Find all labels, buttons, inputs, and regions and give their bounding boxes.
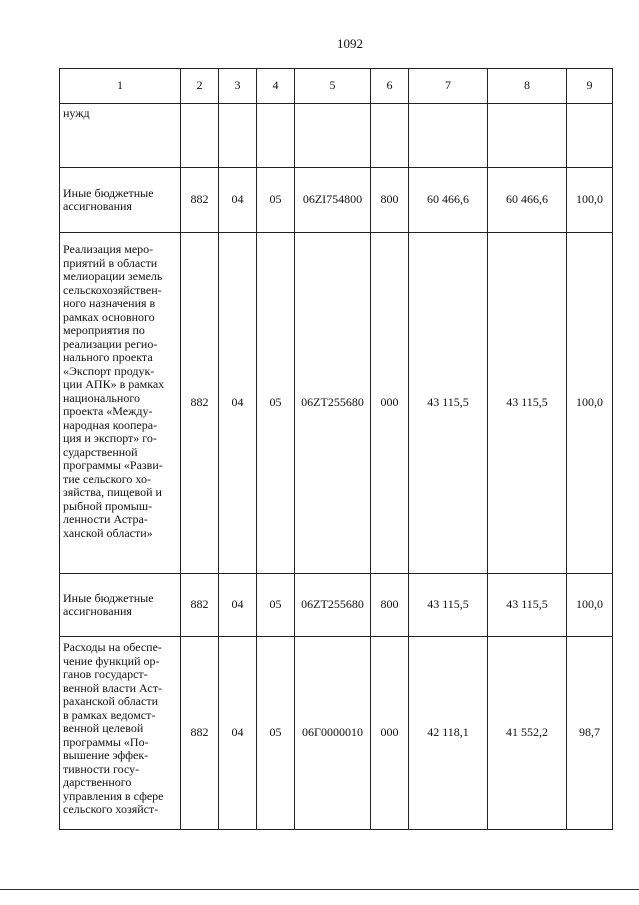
table-cell: 06Г0000010 [295, 637, 371, 830]
row-description [60, 574, 181, 637]
description-line: народная коопера- [63, 417, 158, 432]
description-line: Реализация меро- [63, 242, 154, 256]
table-cell: 06ZI754800 [295, 168, 371, 233]
description-line: раханской области [63, 694, 158, 708]
table-row [60, 637, 613, 830]
description-line: «Экспорт продук- [63, 363, 155, 378]
table-cell: 05 [257, 574, 295, 637]
description-line: проекта «Между- [63, 404, 153, 418]
column-header: 8 [488, 69, 567, 104]
description-line: национального [63, 390, 140, 405]
table-cell: 800 [371, 168, 409, 233]
table-cell: 800 [371, 574, 409, 637]
table-cell [257, 104, 295, 168]
description-line: ганов государст- [63, 667, 148, 681]
description-line: рыбной промыш- [63, 498, 153, 513]
table-cell: 000 [371, 637, 409, 830]
column-header: 7 [409, 69, 488, 104]
table-cell: 43 115,5 [409, 233, 488, 574]
table-cell [567, 104, 613, 168]
table-cell: 04 [219, 574, 257, 637]
description-line: мелиорации земель [63, 269, 163, 283]
description-line: управления в сфере [63, 788, 164, 803]
table-row [60, 104, 613, 168]
description-line: Иные бюджетные [63, 590, 154, 605]
description-line: вышение эффек- [63, 748, 149, 762]
table-cell [409, 104, 488, 168]
description-line: приятий в области [63, 255, 158, 270]
table-row [60, 233, 613, 574]
table-cell: 882 [181, 168, 219, 233]
table-cell: 41 552,2 [488, 637, 567, 830]
description-line: ции АПК» в рамках [63, 377, 165, 391]
table-cell: 100,0 [567, 574, 613, 637]
description-line: мероприятия по [63, 323, 145, 337]
description-line: сельского хозяйст- [63, 802, 159, 816]
description-line: рамках основного [63, 309, 155, 324]
description-line: программы «По- [63, 734, 149, 749]
description-line: ассигнования [63, 199, 132, 213]
page-bottom-rule [0, 889, 639, 890]
description-line: Иные бюджетные [63, 185, 154, 200]
table-cell: 04 [219, 637, 257, 830]
table-cell: 05 [257, 233, 295, 574]
column-header: 4 [257, 69, 295, 104]
page-number: 1092 [337, 36, 363, 51]
table-cell: 100,0 [567, 233, 613, 574]
description-line: в рамках ведомст- [63, 707, 156, 722]
table-cell: 882 [181, 637, 219, 830]
description-line: тивности госу- [63, 761, 140, 776]
description-line: ного назначения в [63, 296, 156, 310]
table-cell: 43 115,5 [488, 574, 567, 637]
column-header: 2 [181, 69, 219, 104]
column-header: 6 [371, 69, 409, 104]
description-line: чение функций ор- [63, 653, 160, 668]
description-line: ханской области» [63, 525, 153, 540]
table-cell [219, 104, 257, 168]
table-cell: 98,7 [567, 637, 613, 830]
table-cell: 100,0 [567, 168, 613, 233]
table-cell [295, 104, 371, 168]
description-line: венной власти Аст- [63, 680, 162, 695]
table-cell: 43 115,5 [488, 233, 567, 574]
description-line: сударственной [63, 444, 138, 459]
column-header: 1 [60, 69, 181, 104]
table-cell: 06ZT255680 [295, 233, 371, 574]
description-line: тие сельского хо- [63, 471, 151, 486]
row-description [60, 233, 181, 574]
table-cell: 05 [257, 168, 295, 233]
row-description [60, 104, 181, 168]
description-line: ция и экспорт» го- [63, 431, 157, 445]
header-row [60, 69, 613, 104]
budget-table [59, 68, 613, 830]
table-cell: 882 [181, 574, 219, 637]
description-line: сельскохозяйствен- [63, 282, 162, 297]
column-header: 9 [567, 69, 613, 104]
description-line: ассигнования [63, 604, 132, 618]
column-header: 3 [219, 69, 257, 104]
table-cell [181, 104, 219, 168]
description-line: дарственного [63, 775, 132, 789]
table-cell: 000 [371, 233, 409, 574]
description-line: ленности Астра- [63, 512, 148, 526]
table-cell: 60 466,6 [409, 168, 488, 233]
table-cell: 05 [257, 637, 295, 830]
description-line: венной целевой [63, 721, 144, 735]
table-cell: 06ZT255680 [295, 574, 371, 637]
table-cell [371, 104, 409, 168]
table-cell: 04 [219, 168, 257, 233]
table-cell: 882 [181, 233, 219, 574]
table-cell: 42 118,1 [409, 637, 488, 830]
column-header: 5 [295, 69, 371, 104]
table-cell: 04 [219, 233, 257, 574]
description-line: Расходы на обеспе- [63, 640, 162, 654]
table-cell: 60 466,6 [488, 168, 567, 233]
description-line: реализации регио- [63, 336, 158, 351]
row-description [60, 168, 181, 233]
description-line: зяйства, пищевой и [63, 485, 162, 499]
row-description [60, 637, 181, 830]
description-line: нужд [63, 106, 90, 120]
table-row [60, 574, 613, 637]
description-line: нального проекта [63, 350, 153, 364]
description-line: программы «Разви- [63, 458, 163, 472]
table-cell [488, 104, 567, 168]
table-cell: 43 115,5 [409, 574, 488, 637]
table-row [60, 168, 613, 233]
